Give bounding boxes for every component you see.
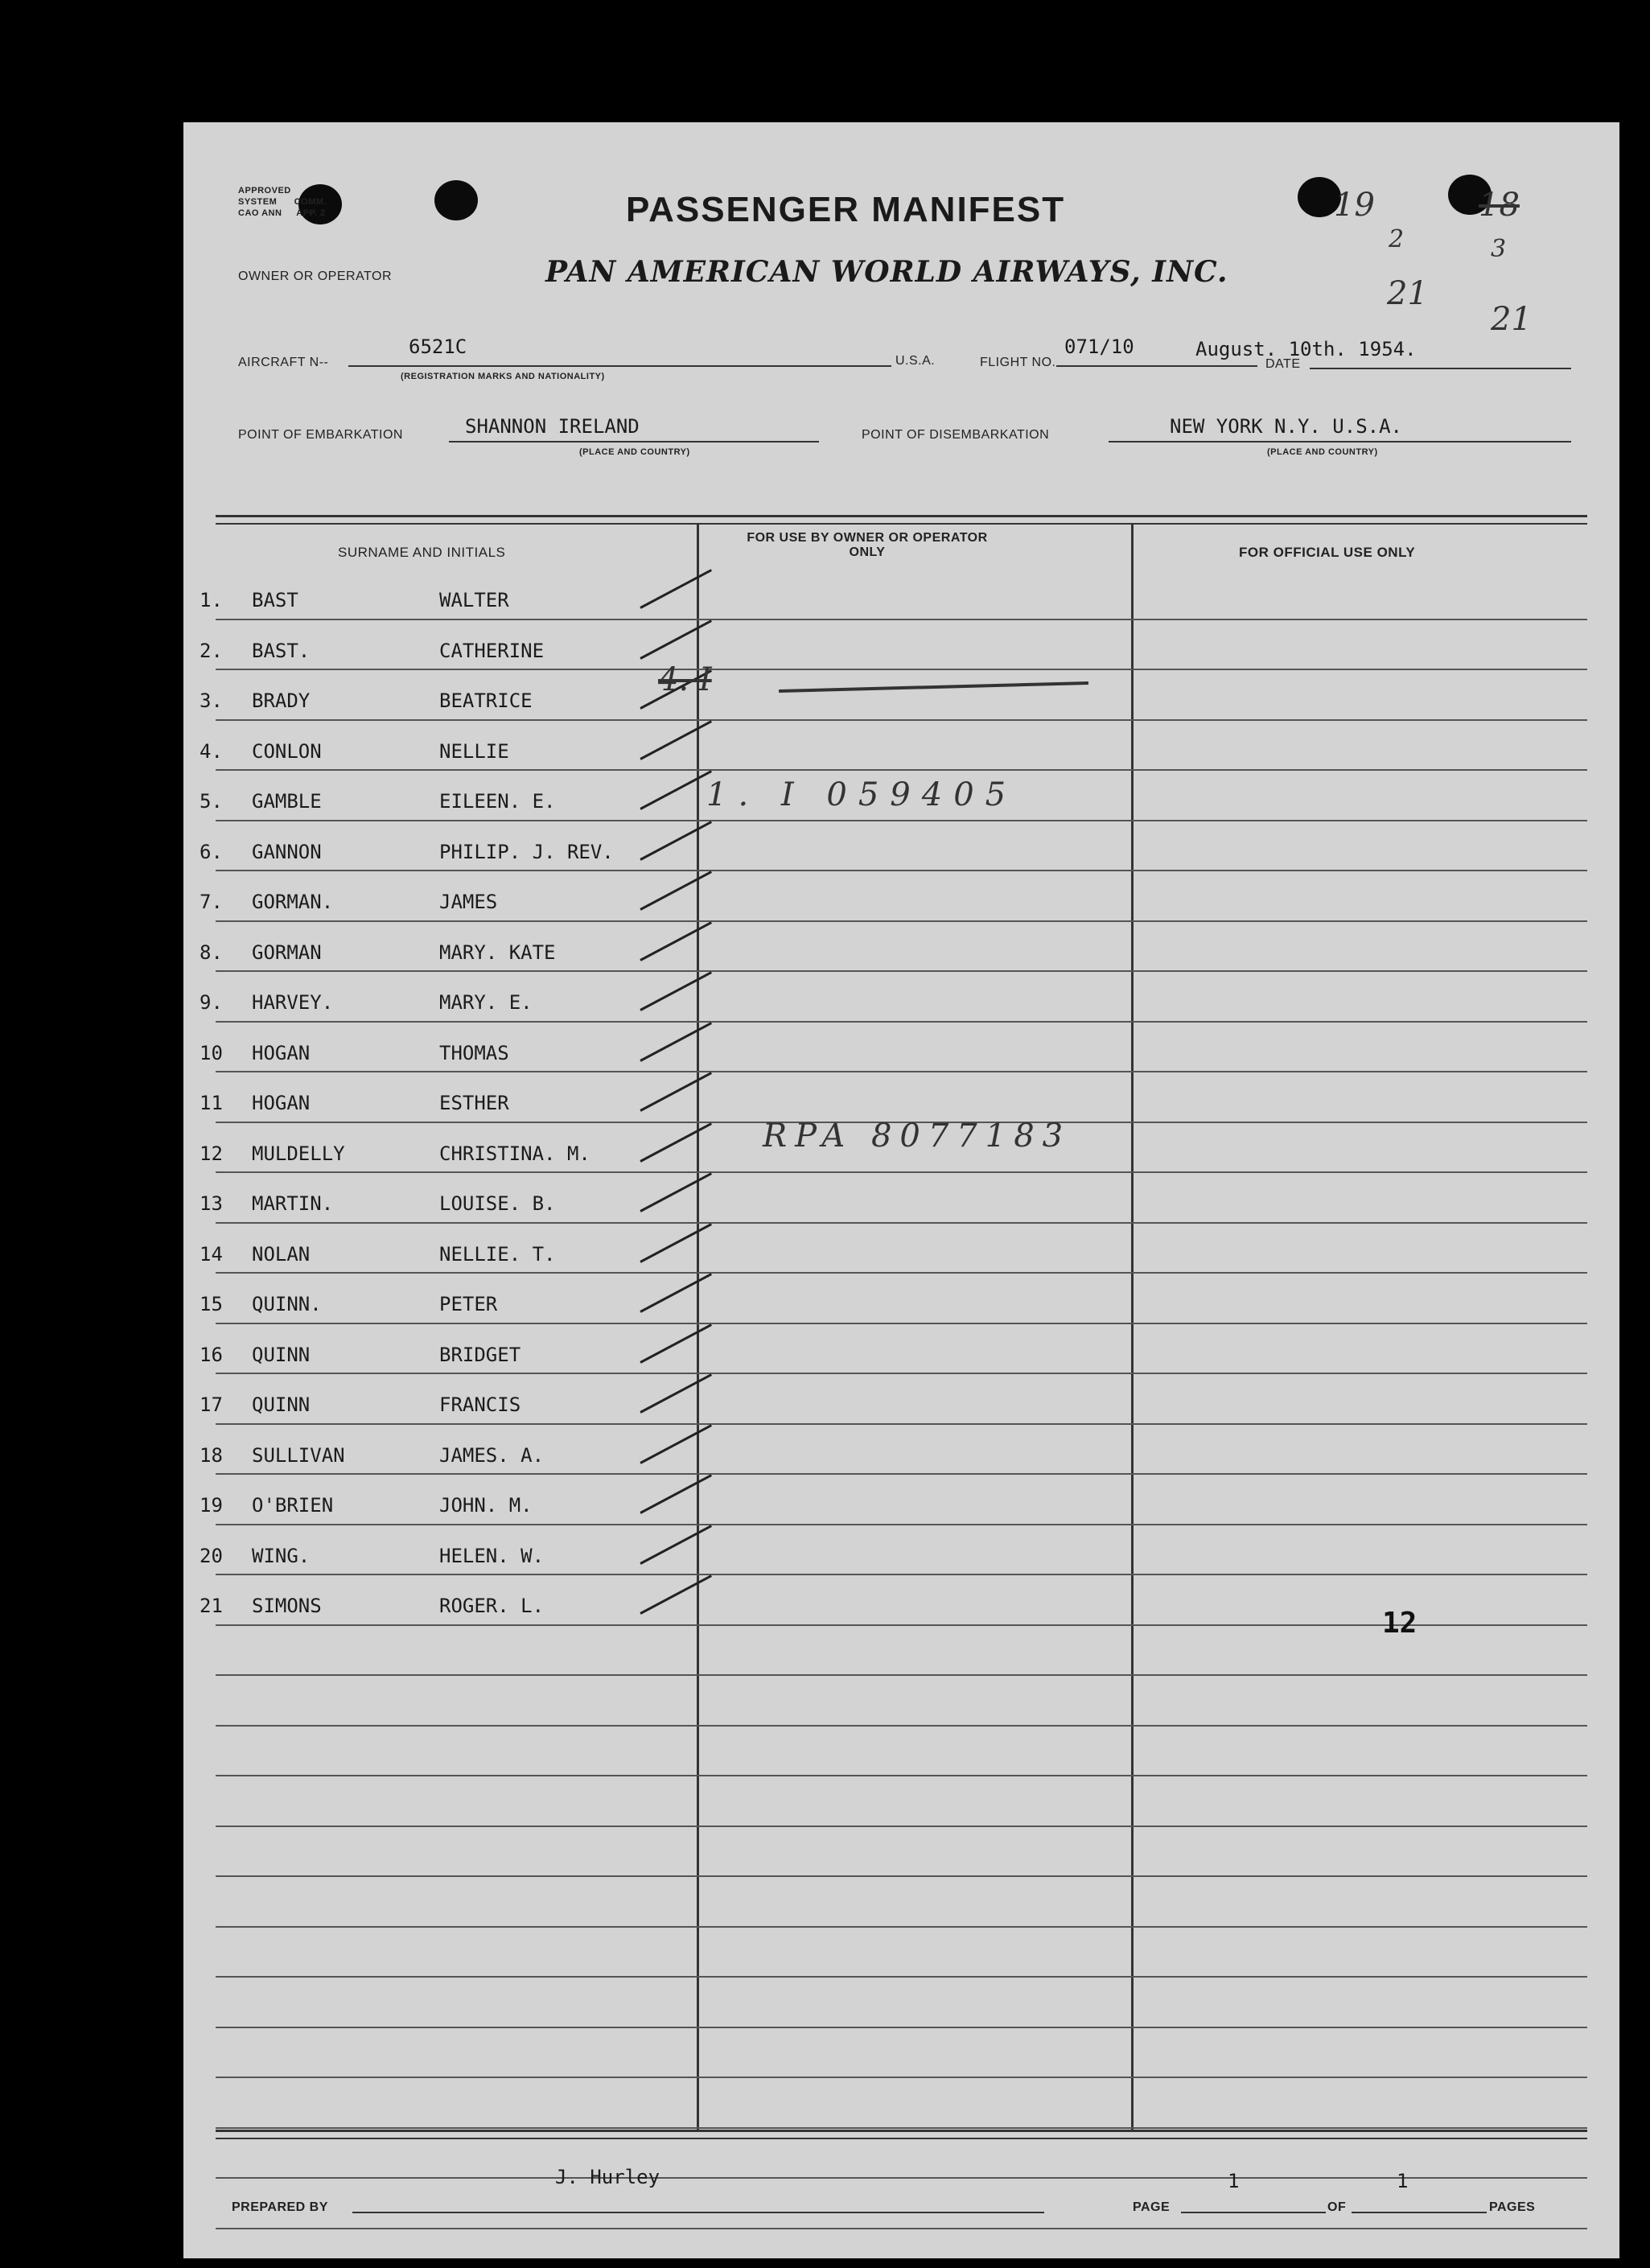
col-header-owner: FOR USE BY OWNER OR OPERATOR ONLY (747, 531, 988, 559)
handwritten-corner-2: 2 (1389, 225, 1405, 253)
passenger-number: 7. (200, 891, 223, 913)
check-mark (640, 569, 712, 609)
disembark-label: POINT OF DISEMBARKATION (862, 428, 1050, 442)
row-rule (216, 970, 1587, 972)
row-rule (216, 1071, 1587, 1072)
check-mark (640, 619, 712, 660)
passenger-given-names: CHRISTINA. M. (439, 1142, 590, 1165)
aircraft-value: 6521C (409, 335, 467, 358)
row-rule (216, 920, 1587, 922)
passenger-surname: GAMBLE (252, 790, 322, 813)
check-mark (640, 1323, 712, 1364)
row-rule (216, 1323, 1587, 1324)
passenger-given-names: PETER (439, 1293, 498, 1315)
passenger-surname: HOGAN (252, 1042, 311, 1064)
passenger-number: 4. (200, 740, 223, 763)
handwritten-corner-18: 18 (1479, 187, 1520, 224)
handwritten-corner-21: 21 (1387, 275, 1428, 312)
owner-label: OWNER OR OPERATOR (238, 270, 393, 283)
date-value: August. 10th. 1954. (1195, 338, 1417, 360)
of-label: OF (1327, 2200, 1347, 2214)
strike-scribble (779, 681, 1088, 693)
passenger-surname: QUINN (252, 1393, 311, 1416)
check-mark (640, 921, 712, 961)
row-rule (216, 2127, 1587, 2129)
passenger-given-names: JOHN. M. (439, 1494, 533, 1517)
passenger-surname: BAST. (252, 640, 311, 662)
table-bottom-rule (216, 2130, 1587, 2132)
check-mark (640, 1373, 712, 1414)
col-header-surname: SURNAME AND INITIALS (338, 545, 506, 560)
manifest-page (183, 122, 1619, 2258)
page-underline (1181, 2212, 1326, 2213)
check-mark (640, 871, 712, 911)
row-rule (216, 2228, 1587, 2229)
passenger-given-names: NELLIE. T. (439, 1243, 556, 1266)
date-label: DATE (1265, 357, 1301, 371)
row12-note: RPA 8077183 (763, 1118, 1072, 1155)
passenger-number: 9. (200, 991, 223, 1014)
passenger-number: 19 (200, 1494, 223, 1517)
punch-hole (434, 180, 478, 220)
passenger-surname: SULLIVAN (252, 1444, 345, 1467)
passenger-given-names: WALTER (439, 589, 509, 611)
table-bottom-rule-2 (216, 2138, 1587, 2139)
passenger-number: 5. (200, 790, 223, 813)
passenger-number: 10 (200, 1042, 223, 1064)
row-rule (216, 1373, 1587, 1374)
col-header-official: FOR OFFICIAL USE ONLY (1239, 545, 1416, 560)
passenger-number: 16 (200, 1344, 223, 1366)
passenger-number: 12 (200, 1142, 223, 1165)
row3-note: 4. I (658, 661, 712, 698)
flight-label: FLIGHT NO. (980, 356, 1056, 369)
check-mark (640, 821, 712, 861)
passenger-number: 2. (200, 640, 223, 662)
check-mark (640, 1122, 712, 1163)
place-note-2: (PLACE AND COUNTRY) (1267, 447, 1378, 457)
passenger-number: 17 (200, 1393, 223, 1416)
row-rule (216, 1423, 1587, 1425)
table-top-rule-2 (216, 523, 1587, 525)
check-mark (640, 1424, 712, 1464)
registration-note: (REGISTRATION MARKS AND NATIONALITY) (401, 372, 605, 381)
check-mark (640, 1474, 712, 1514)
passenger-surname: SIMONS (252, 1595, 322, 1617)
check-mark (640, 720, 712, 760)
prepared-value: J. Hurley (555, 2166, 660, 2188)
passenger-surname: BRADY (252, 689, 311, 712)
row-rule (216, 1775, 1587, 1776)
date-underline (1310, 368, 1571, 369)
embark-label: POINT OF EMBARKATION (238, 428, 403, 442)
check-mark (640, 1525, 712, 1565)
check-mark (640, 1273, 712, 1313)
passenger-surname: GANNON (252, 841, 322, 863)
passenger-surname: NOLAN (252, 1243, 311, 1266)
check-mark (640, 1574, 712, 1615)
row-rule (216, 2177, 1587, 2179)
prepared-label: PREPARED BY (232, 2200, 328, 2214)
flight-underline (1056, 365, 1257, 367)
passenger-surname: CONLON (252, 740, 322, 763)
row-rule (216, 719, 1587, 721)
passenger-given-names: ROGER. L. (439, 1595, 545, 1617)
row-rule (216, 1725, 1587, 1727)
row-rule (216, 1826, 1587, 1827)
row-rule (216, 1524, 1587, 1525)
passenger-surname: QUINN. (252, 1293, 322, 1315)
passenger-given-names: NELLIE (439, 740, 509, 763)
passenger-given-names: THOMAS (439, 1042, 509, 1064)
passenger-surname: GORMAN. (252, 891, 334, 913)
of-value: 1 (1397, 2170, 1409, 2192)
passenger-given-names: EILEEN. E. (439, 790, 556, 813)
column-divider-1 (697, 525, 699, 2130)
row-rule (216, 1926, 1587, 1928)
passenger-given-names: CATHERINE (439, 640, 545, 662)
passenger-number: 15 (200, 1293, 223, 1315)
embark-underline (449, 441, 819, 442)
aircraft-label: AIRCRAFT N-- (238, 356, 329, 369)
row-rule (216, 1021, 1587, 1023)
row-rule (216, 1574, 1587, 1575)
passenger-given-names: LOUISE. B. (439, 1192, 556, 1215)
passenger-given-names: JAMES. A. (439, 1444, 545, 1467)
row-rule (216, 2027, 1587, 2028)
passenger-surname: HOGAN (252, 1092, 311, 1114)
row5-note: 1. I 059405 (706, 776, 1018, 813)
check-mark (640, 971, 712, 1011)
passenger-number: 20 (200, 1545, 223, 1567)
page-value: 1 (1228, 2170, 1240, 2192)
passenger-surname: GORMAN (252, 941, 322, 964)
passenger-number: 14 (200, 1243, 223, 1266)
table-top-rule (216, 515, 1587, 517)
flight-value: 071/10 (1064, 335, 1134, 358)
passenger-given-names: HELEN. W. (439, 1545, 545, 1567)
passenger-number: 21 (200, 1595, 223, 1617)
passenger-surname: HARVEY. (252, 991, 334, 1014)
passenger-number: 8. (200, 941, 223, 964)
passenger-surname: WING. (252, 1545, 311, 1567)
owner-value: PAN AMERICAN WORLD AIRWAYS, INC. (545, 255, 1228, 289)
column-divider-2 (1131, 525, 1134, 2130)
page-title: PASSENGER MANIFEST (626, 190, 1066, 229)
check-mark (640, 1223, 712, 1263)
row-rule (216, 820, 1587, 821)
handwritten-corner-21b: 21 (1491, 301, 1532, 338)
pages-label: PAGES (1489, 2200, 1536, 2214)
row-rule (216, 1473, 1587, 1475)
passenger-surname: MARTIN. (252, 1192, 334, 1215)
check-mark (640, 1072, 712, 1112)
row-rule (216, 1272, 1587, 1274)
handwritten-corner-19: 19 (1334, 187, 1375, 224)
passenger-surname: BAST (252, 589, 298, 611)
usa-label: U.S.A. (895, 354, 936, 368)
passenger-given-names: ESTHER (439, 1092, 509, 1114)
row-rule (216, 1171, 1587, 1173)
prepared-underline (352, 2212, 1044, 2213)
passenger-given-names: BRIDGET (439, 1344, 521, 1366)
passenger-number: 3. (200, 689, 223, 712)
embark-value: SHANNON IRELAND (465, 415, 640, 438)
passenger-given-names: FRANCIS (439, 1393, 521, 1416)
row-rule (216, 1222, 1587, 1224)
passenger-given-names: JAMES (439, 891, 498, 913)
official-count: 12 (1382, 1607, 1418, 1640)
passenger-given-names: PHILIP. J. REV. (439, 841, 614, 863)
row-rule (216, 2077, 1587, 2078)
passenger-number: 1. (200, 589, 223, 611)
place-note: (PLACE AND COUNTRY) (579, 447, 690, 457)
passenger-number: 13 (200, 1192, 223, 1215)
row-rule (216, 619, 1587, 620)
check-mark (640, 770, 712, 810)
row-rule (216, 1875, 1587, 1877)
handwritten-corner-3: 3 (1491, 235, 1507, 263)
of-underline (1352, 2212, 1487, 2213)
disembark-underline (1109, 441, 1571, 442)
aircraft-underline (348, 365, 891, 367)
passenger-given-names: MARY. E. (439, 991, 533, 1014)
disembark-value: NEW YORK N.Y. U.S.A. (1170, 415, 1402, 438)
approval-block: APPROVED SYSTEM COMM. CAO ANN APP. 2 (238, 186, 327, 218)
check-mark (640, 1022, 712, 1062)
passenger-surname: MULDELLY (252, 1142, 345, 1165)
check-mark (640, 1172, 712, 1212)
row-rule (216, 870, 1587, 871)
passenger-given-names: BEATRICE (439, 689, 533, 712)
passenger-number: 6. (200, 841, 223, 863)
passenger-surname: QUINN (252, 1344, 311, 1366)
row-rule (216, 1976, 1587, 1978)
row-rule (216, 1674, 1587, 1676)
passenger-number: 18 (200, 1444, 223, 1467)
passenger-given-names: MARY. KATE (439, 941, 556, 964)
row-rule (216, 769, 1587, 771)
passenger-surname: O'BRIEN (252, 1494, 334, 1517)
page-label: PAGE (1133, 2200, 1171, 2214)
passenger-number: 11 (200, 1092, 223, 1114)
row-rule (216, 669, 1587, 670)
